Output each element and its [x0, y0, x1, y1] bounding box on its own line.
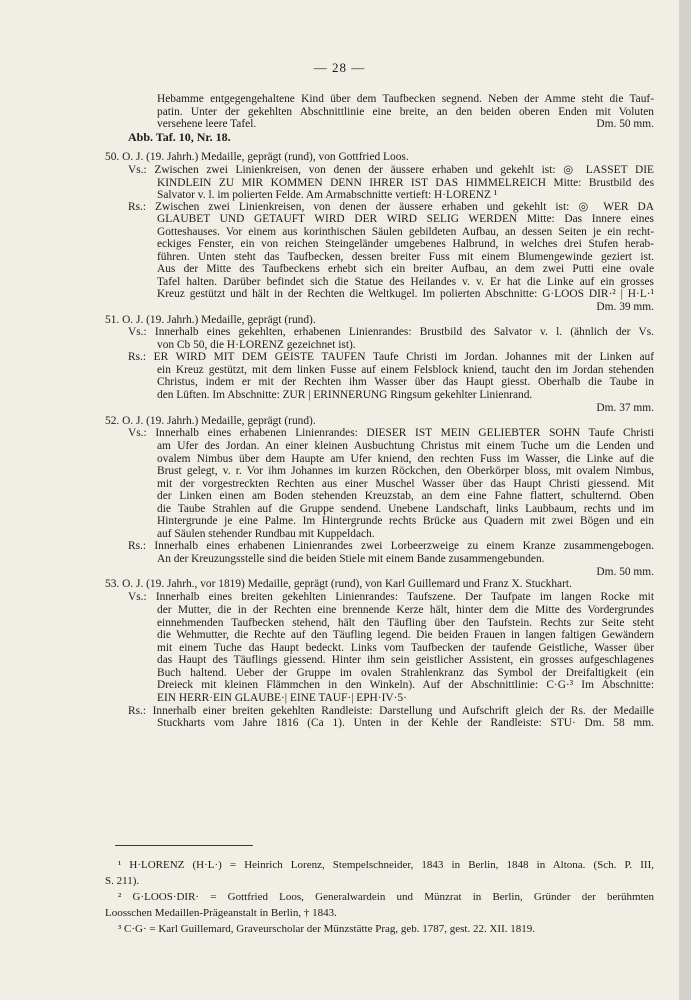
text-line: Vs.: Innerhalb eines gekehlten, erhabenen Linienrandes: Brustbild des Salvator v. l. (ähnlich der Vs. — [128, 326, 654, 338]
text-line: auf Säulen stehender Rundbau mit Kuppeldach. — [157, 528, 375, 540]
footnote-line: Loosschen Medaillen-Prägeanstalt in Berlin, † 1843. — [105, 907, 337, 919]
text-line: Salvator v. l. im polierten Felde. Am Armabschnitte vertieft: H·LORENZ ¹ — [157, 189, 498, 201]
text-line: am Ufer des Jordan. An einer kleinen Ausbuchtung Christus mit einem Tuche um die Lenden und — [157, 440, 654, 452]
text-line: Rs.: Innerhalb einer breiten gekehlten Randleiste: Darstellung und Aufschrift gleich der Rs. der Medaille — [128, 705, 654, 717]
text-line: 53. O. J. (19. Jahrh., vor 1819) Medaille, geprägt (rund), von Karl Guillemard und Franz X. Stuckhart. — [105, 578, 572, 590]
text-line: Aus der Mitte des Taufbeckens erhebt sich ein breiter Aufbau, an dem zwei Putti eine ovale — [157, 263, 654, 275]
text-line: eckiges Fenster, ein von reichen Steingeländer umgebenes Halbrund, in welches drei Stufen herab- — [157, 238, 654, 250]
footnote-line: ² G·LOOS·DIR· = Gottfried Loos, Generalwardein und Münzrat in Berlin, Gründer der berühmten — [118, 891, 654, 903]
text-line: Dreieck mit kleinen Flämmchen in den Winkeln). Auf der Abschnittlinie: C·G·³ Im Abschnitte: — [157, 679, 654, 691]
text-line: 51. O. J. (19. Jahrh.) Medaille, geprägt (rund). — [105, 314, 316, 326]
text-line: Vs.: Innerhalb eines breiten gekehlten Linienrandes: Taufszene. Der Taufpate im langen Rocke mit — [128, 591, 654, 603]
footnote-line: ¹ H·LORENZ (H·L·) = Heinrich Lorenz, Stempelschneider, 1843 in Berlin, 1848 in Altona. (Sch. P. III, — [118, 859, 654, 871]
text-line: Rs.: Innerhalb eines erhabenen Linienrandes zwei Lorbeerzweige zu einem Kranze zusammengebogen. — [128, 540, 654, 552]
text-line: das Haupt des Täuflings giessend. Hinter ihm sein geistlicher Assistent, ein grosses aufgeschlagenes — [157, 654, 654, 666]
text-line: den Lüften. Im Abschnitte: ZUR | ERINNERUNG Ringsum gekehlter Linienrand. — [157, 389, 533, 401]
text-line: Abb. Taf. 10, Nr. 18. — [128, 130, 231, 144]
text-line: Brust gelegt, v. r. Vor ihm Johannes im kurzen Röckchen, den Oberkörper bloss, mit ovalem Nimbus, — [157, 465, 654, 477]
footnote-rule — [115, 845, 253, 846]
text-line: die Wehmutter, die Rechte auf den Täufling legend. Die beiden Frauen in langen faltigen Gewändern — [157, 629, 654, 641]
text-line: einnehmenden Taufbecken stehend, hält den Täufling über den Taufstein. Rechts zur Seite steht — [157, 617, 654, 629]
text-line: 50. O. J. (19. Jahrh.) Medaille, geprägt (rund), von Gottfried Loos. — [105, 151, 409, 163]
text-line: Stuckharts vom Jahre 1816 (Ca 1). Unten in der Kehle der Randleiste: STU· Dm. 58 mm. — [157, 717, 654, 729]
text-line: die Taube Strahlen auf die Gruppe sendend. Unebene Landschaft, links Laubbaum, rechts und im — [157, 503, 654, 515]
text-line: Hebamme entgegengehaltene Kind über dem Taufbecken segnend. Neben der Amme steht die Tauf- — [157, 93, 654, 105]
text-line: versehene leere Tafel. — [157, 118, 257, 130]
text-line: Vs.: Zwischen zwei Linienkreisen, von denen der äussere erhaben und gekehlt ist: ◎ LASSET DIE — [128, 164, 654, 176]
text-line: Hintergrunde je eine Palme. Im Hintergrunde rechts Brücke aus Quadern mit zwei Bögen und ein — [157, 515, 654, 527]
text-line: ein Kreuz gestützt, mit dem linken Fusse auf einem Felsblock kniend, taucht den im Jordan stehenden — [157, 364, 654, 376]
footnote-line: S. 211). — [105, 875, 140, 887]
text-line: GLAUBET UND GETAUFT WIRD DER WIRD SELIG WERDEN Mitte: Das Innere eines — [157, 213, 654, 225]
text-line: der Mutter, die in der Rechten eine brennende Kerze hält, hinter dem die Mitte des Vordergrundes — [157, 604, 654, 616]
text-line: Dm. 50 mm. — [596, 118, 654, 130]
text-line: führen. Unten steht das Taufbecken, dessen breiter Fuss mit einem Blumengewinde geziert ist. — [157, 251, 654, 263]
text-line: Kreuz gestützt und hält in der Rechten die Weltkugel. Im polierten Abschnitte: G·LOOS DIR·² | H·L·¹ — [157, 288, 654, 300]
text-line: Dm. 37 mm. — [596, 402, 654, 414]
text-line: Buch haltend. Ueber der Gruppe im ovalen Strahlenkranz das Symbol der Dreifaltigkeit (ein — [157, 667, 654, 679]
text-line: Tafel halten. Darüber befindet sich die Statue des Heilandes v. v. Er hat die Linke auf ein grosses — [157, 276, 654, 288]
text-line: mit der vorgestreckten Rechten aus einer Muschel Wasser über das Haupt Christi giessend. Mit — [157, 478, 654, 490]
text-line: mit einem Tuche das Haupt bedeckt. Links vom Taufbecken der taufende Geistliche, Wasser über — [157, 642, 654, 654]
text-line: patin. Unter der gekehlten Abschnittlinie eine breite, an den beiden oberen Enden mit Voluten — [157, 106, 654, 118]
text-line: von Cb 50, die H·LORENZ gezeichnet ist). — [157, 339, 356, 351]
text-line: EIN HERR·EIN GLAUBE·| EINE TAUF·| EPH·IV·5· — [157, 692, 407, 704]
text-line: Christus, indem er mit der Rechten ihm Wasser über das Haupt giesst. Oberhalb die Taube in — [157, 376, 654, 388]
text-line: Gotteshauses. Vor einem aus korinthischen Säulen gebildeten Aufbau, an dessen Seiten je ein recht- — [157, 226, 654, 238]
text-line: Rs.: ER WIRD MIT DEM GEISTE TAUFEN Taufe Christi im Jordan. Johannes mit der Linken auf — [128, 351, 654, 363]
text-line: Vs.: Innerhalb eines erhabenen Linienrandes: DIESER IST MEIN GELIEBTER SOHN Taufe Christi — [128, 427, 654, 439]
page-number: — 28 — — [313, 60, 366, 75]
text-line: KINDLEIN ZU MIR KOMMEN DENN IHRER IST DAS HIMMELREICH Mitte: Brustbild des — [157, 177, 654, 189]
text-line: ovalem Nimbus über dem Haupte am Ufer kniend, den rechten Fuss im Wasser, die Linke auf die — [157, 453, 654, 465]
text-line: Dm. 50 mm. — [596, 566, 654, 578]
text-line: Dm. 39 mm. — [596, 301, 654, 313]
footnote-line: ³ C·G· = Karl Guillemard, Graveurscholar der Münzstätte Prag, geb. 1787, gest. 22. XII. 1819. — [118, 923, 536, 935]
text-line: An der Kreuzungsstelle sind die beiden Stiele mit einem Bande zusammengebunden. — [157, 553, 545, 565]
text-line: 52. O. J. (19. Jahrh.) Medaille, geprägt (rund). — [105, 415, 316, 427]
text-line: Rs.: Zwischen zwei Linienkreisen, von denen der äussere erhaben und gekehlt ist: ◎ WER DA — [128, 201, 654, 213]
text-line: der Linken einen am Boden stehenden Kreuzstab, an dem eine Fahne flattert, schulternd. Oben — [157, 490, 654, 502]
